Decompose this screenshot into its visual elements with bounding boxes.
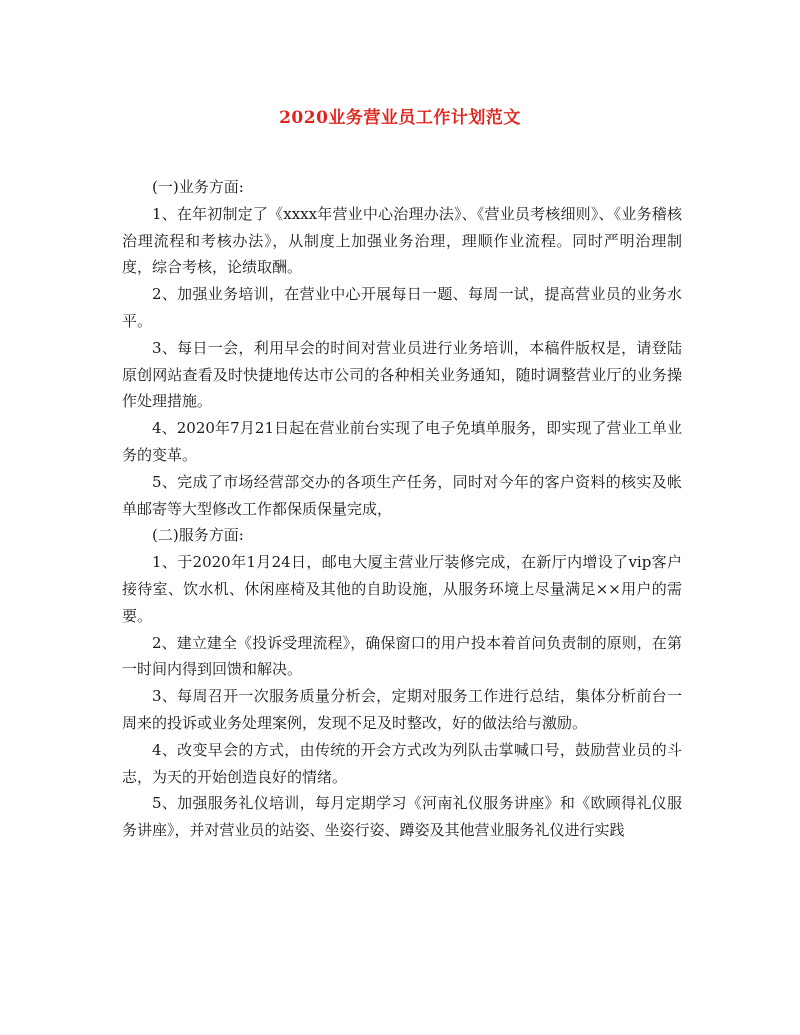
- paragraph: 3、每周召开一次服务质量分析会，定期对服务工作进行总结，集体分析前台一周来的投诉或业务处理案例，发现不足及时整改，好的做法给与激励。: [122, 687, 682, 732]
- paragraph: 1、于2020年1月24日，邮电大厦主营业厅装修完成，在新厅内增设了vip客户接待室、饮水机、休闲座椅及其他的自助设施，从服务环境上尽量满足××用户的需要。: [122, 553, 682, 625]
- document-title: 2020业务营业员工作计划范文: [279, 108, 521, 128]
- section-heading-service: (二)服务方面:: [152, 526, 244, 545]
- paragraph: 4、2020年7月21日起在营业前台实现了电子免填单服务，即实现了营业工单业务的变革。: [122, 419, 682, 464]
- paragraph: 2、建立建全《投诉受理流程》，确保窗口的用户投本着首问负责制的原则，在第一时间内得到回馈和解决。: [122, 633, 682, 679]
- paragraph: 2、加强业务培训，在营业中心开展每日一题、每周一试，提高营业员的业务水平。: [122, 285, 682, 330]
- paragraph: 3、每日一会，利用早会的时间对营业员进行业务培训，本稿件版权是，请登陆原创网站查看及时快捷地传达市公司的各种相关业务通知，随时调整营业厅的业务操作处理措施。: [122, 338, 682, 411]
- section-heading-business: (一)业务方面:: [152, 178, 244, 196]
- paragraph: 1、在年初制定了《xxxx年营业中心治理办法》、《营业员考核细则》、《业务稽核治理流程和考核办法》，从制度上加强业务治理，理顺作业流程。同时严明治理制度，综合考核，论绩取酬。: [122, 204, 682, 277]
- document-body: [122, 174, 682, 844]
- paragraph: 5、加强服务礼仪培训，每月定期学习《河南礼仪服务讲座》和《欧顾得礼仪服务讲座》，并对营业员的站姿、坐姿行姿、蹲姿及其他营业服务礼仪进行实践: [122, 794, 682, 840]
- paragraph: 4、改变早会的方式，由传统的开会方式改为列队击掌喊口号，鼓励营业员的斗志，为天的开始创造良好的情绪。: [122, 740, 682, 786]
- paragraph: 5、完成了市场经营部交办的各项生产任务，同时对今年的客户资料的核实及帐单邮寄等大型修改工作都保质保量完成，: [122, 472, 682, 518]
